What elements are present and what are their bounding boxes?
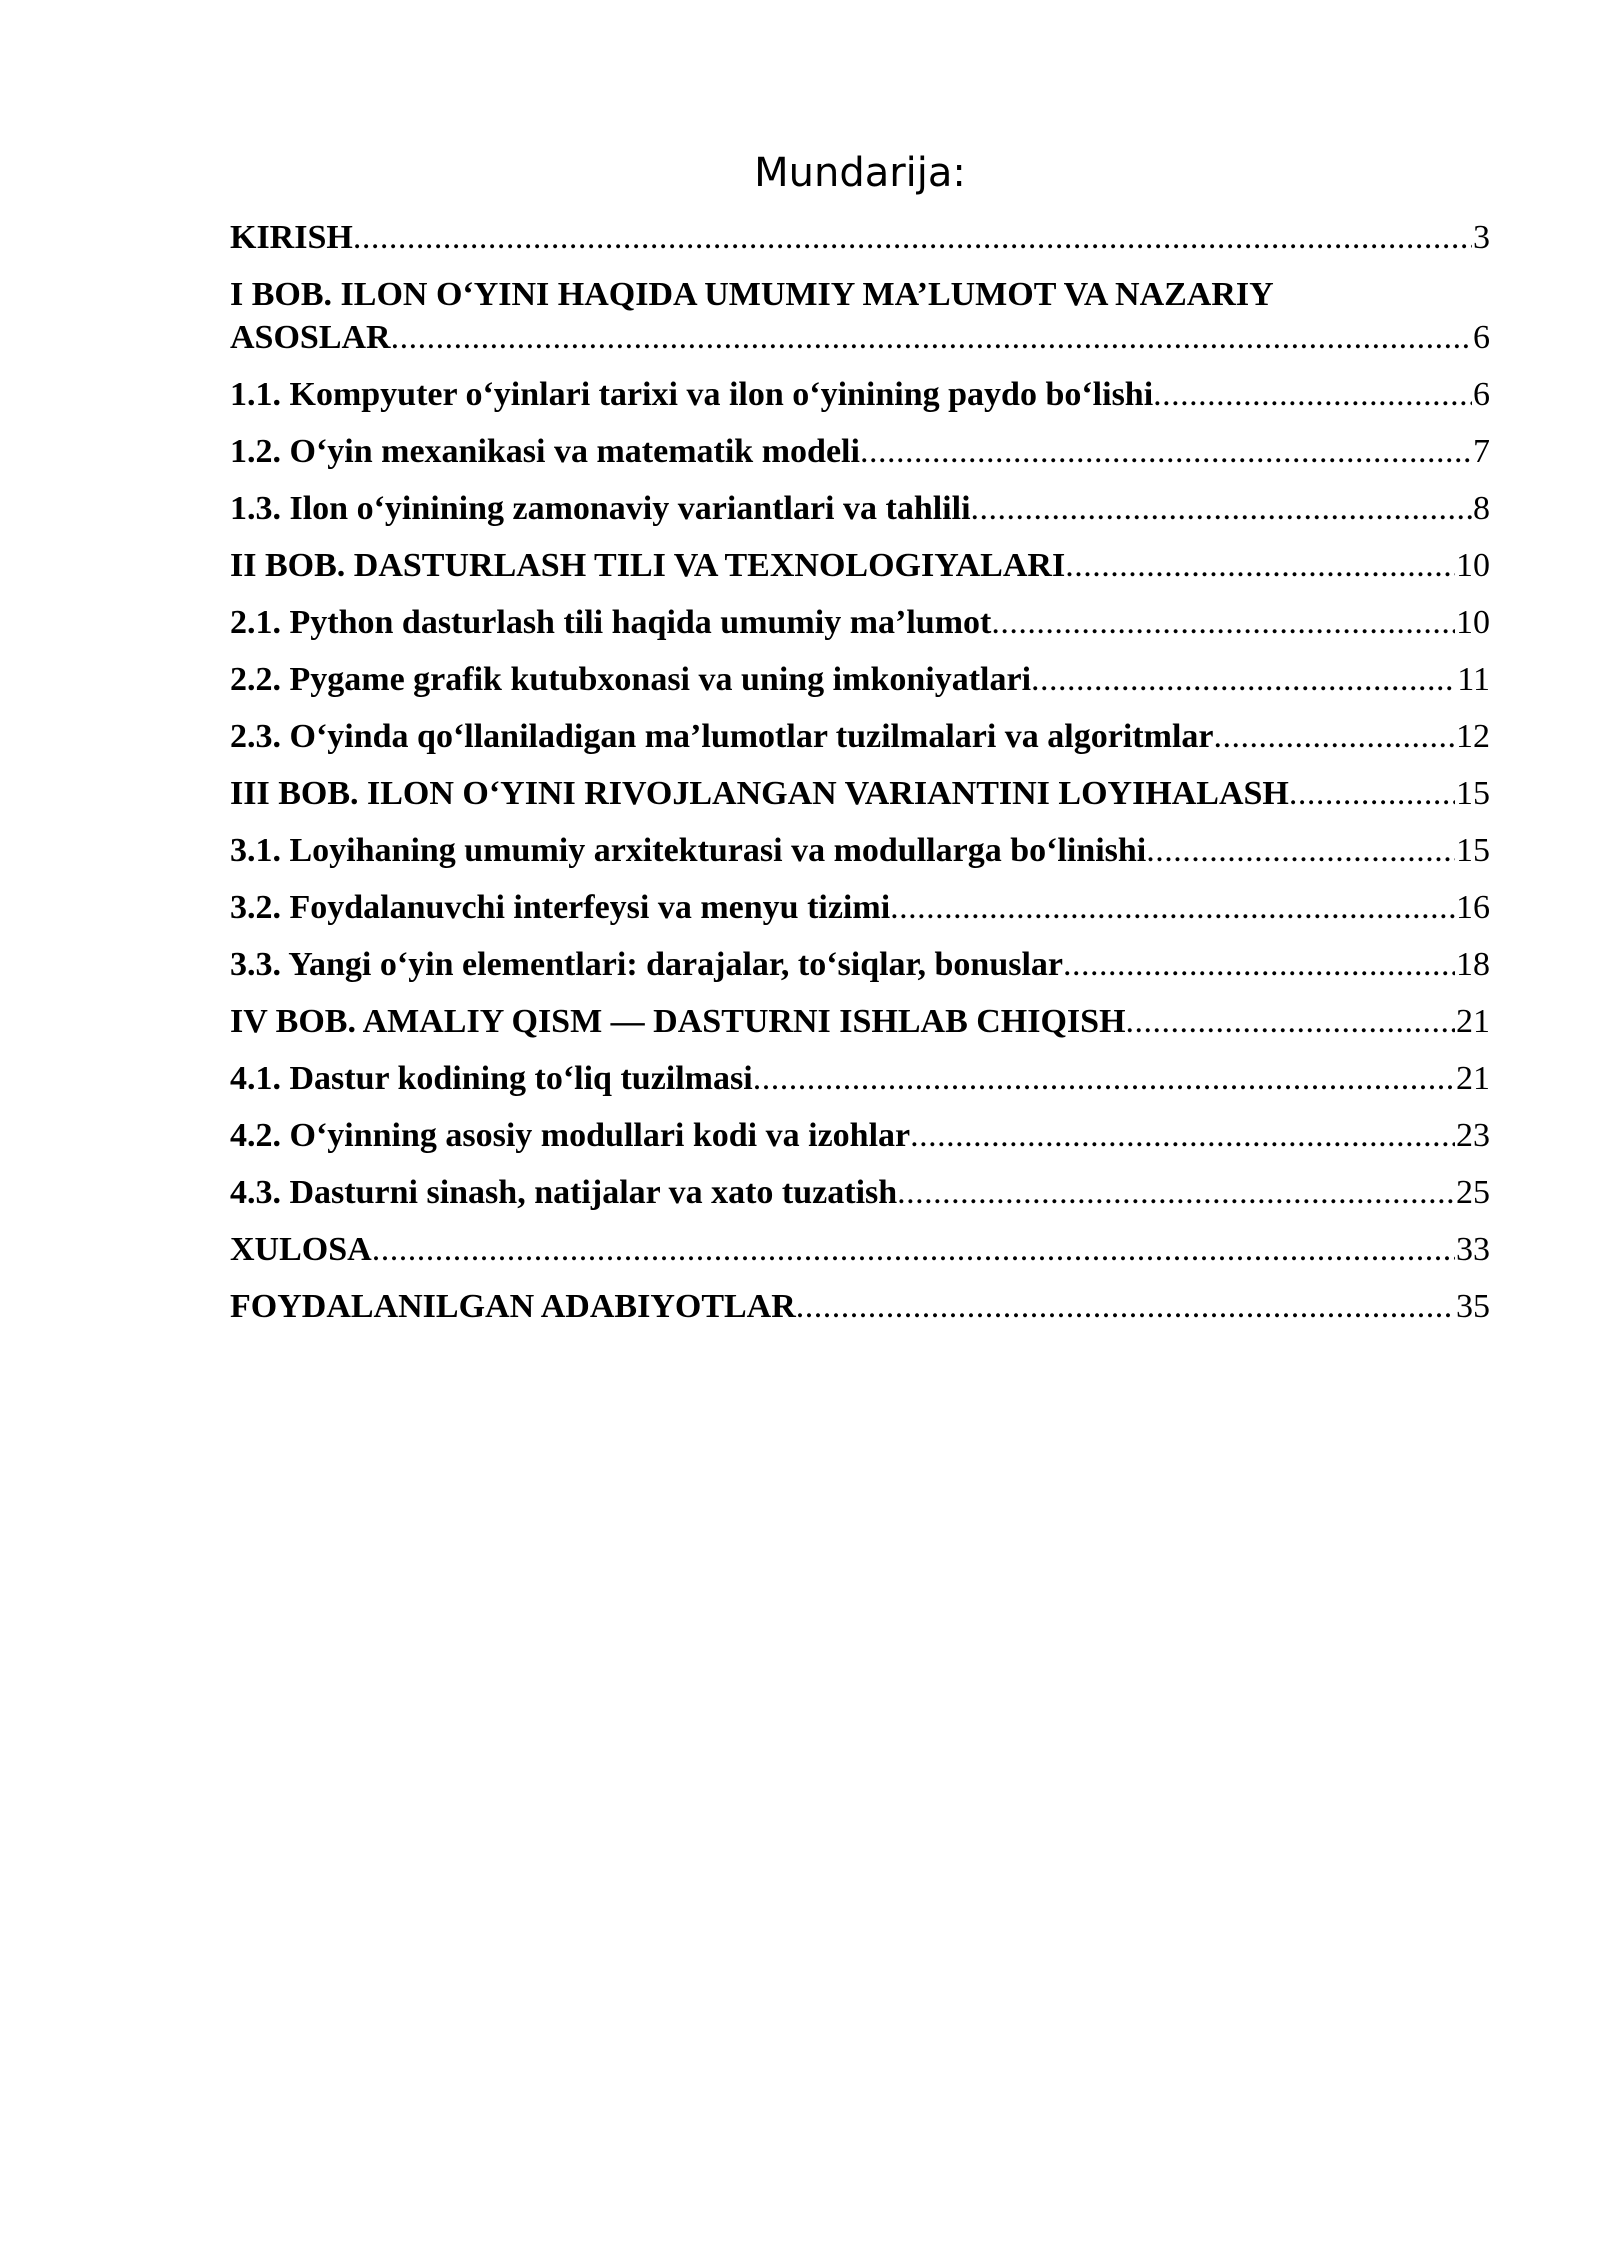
toc-entry-4-3[interactable] <box>230 1171 1490 1228</box>
toc-entry-text: 3.1. Loyihaning umumiy arxitekturasi va modullarga bo‘linishi <box>230 832 1147 869</box>
dot-leader <box>860 430 1472 473</box>
dot-leader <box>753 1057 1455 1100</box>
toc-entry-text: IV BOB. AMALIY QISM — DASTURNI ISHLAB CHIQISH <box>230 1003 1126 1040</box>
toc-entry-chapter-3[interactable] <box>230 772 1490 829</box>
dot-leader <box>1063 943 1455 986</box>
toc-entry-text: 1.1. Kompyuter o‘yinlari tarixi va ilon o‘yinining paydo bo‘lishi <box>230 376 1154 413</box>
toc-entry-xulosa[interactable] <box>230 1228 1490 1285</box>
toc-entry-3-2[interactable] <box>230 886 1490 943</box>
toc-entry-page: 18 <box>1456 946 1490 983</box>
toc-entry-text: FOYDALANILGAN ADABIYOTLAR <box>230 1288 796 1325</box>
toc-entry-page: 11 <box>1457 661 1490 698</box>
toc-entry-page: 6 <box>1473 376 1490 413</box>
toc-entry-2-1[interactable] <box>230 601 1490 658</box>
toc-entry-3-3[interactable] <box>230 943 1490 1000</box>
toc-entry-chapter-2[interactable] <box>230 544 1490 601</box>
toc-entry-text: 3.2. Foydalanuvchi interfeysi va menyu tizimi <box>230 889 891 926</box>
toc-entry-text: ASOSLAR <box>230 319 391 356</box>
dot-leader <box>353 216 1472 259</box>
toc-entry-page: 12 <box>1456 718 1490 755</box>
toc-entry-page: 6 <box>1473 319 1490 356</box>
toc-entry-page: 35 <box>1456 1288 1490 1325</box>
toc-entry-3-1[interactable] <box>230 829 1490 886</box>
toc-entry-page: 10 <box>1456 604 1490 641</box>
toc-entry-page: 25 <box>1456 1174 1490 1211</box>
toc-entry-4-2[interactable] <box>230 1114 1490 1171</box>
toc-entry-text: 4.1. Dastur kodining to‘liq tuzilmasi <box>230 1060 753 1097</box>
dot-leader <box>796 1285 1455 1328</box>
dot-leader <box>1146 829 1455 872</box>
toc-entry-line2 <box>230 316 1490 373</box>
toc-entry-text: 2.3. O‘yinda qo‘llaniladigan ma’lumotlar tuzilmalari va algoritmlar <box>230 718 1214 755</box>
toc-title-text: Mundarija: <box>754 150 966 196</box>
dot-leader <box>391 316 1472 359</box>
toc-entry-references[interactable] <box>230 1285 1490 1342</box>
toc-entry-chapter-1[interactable] <box>230 273 1490 373</box>
dot-leader <box>372 1228 1455 1271</box>
dot-leader <box>991 601 1455 644</box>
dot-leader <box>1213 715 1455 758</box>
toc-entry-page: 15 <box>1456 775 1490 812</box>
toc-entry-page: 15 <box>1456 832 1490 869</box>
toc-entry-text: III BOB. ILON O‘YINI RIVOJLANGAN VARIANTINI LOYIHALASH <box>230 775 1289 812</box>
toc-entry-text: 2.2. Pygame grafik kutubxonasi va uning imkoniyatlari <box>230 661 1032 698</box>
toc-entry-page: 7 <box>1473 433 1490 470</box>
dot-leader <box>1126 1000 1455 1043</box>
toc-entry-2-3[interactable] <box>230 715 1490 772</box>
dot-leader <box>1289 772 1455 815</box>
toc-entry-chapter-4[interactable] <box>230 1000 1490 1057</box>
dot-leader <box>890 886 1455 929</box>
toc-entry-page: 33 <box>1456 1231 1490 1268</box>
toc-entry-text: 3.3. Yangi o‘yin elementlari: darajalar, to‘siqlar, bonuslar <box>230 946 1064 983</box>
toc-title <box>0 150 1600 196</box>
toc-entry-text-line1: I BOB. ILON O‘YINI HAQIDA UMUMIY MA’LUMOT VA NAZARIY <box>230 276 1274 313</box>
toc-entry-1-1[interactable] <box>230 373 1490 430</box>
dot-leader <box>971 487 1472 530</box>
dot-leader <box>897 1171 1455 1214</box>
toc-entry-text: 2.1. Python dasturlash tili haqida umumiy ma’lumot <box>230 604 992 641</box>
toc-entry-text: 4.2. O‘yinning asosiy modullari kodi va izohlar <box>230 1117 911 1154</box>
toc-entry-1-3[interactable] <box>230 487 1490 544</box>
toc-entry-4-1[interactable] <box>230 1057 1490 1114</box>
toc-entry-page: 23 <box>1456 1117 1490 1154</box>
toc-entry-page: 16 <box>1456 889 1490 926</box>
toc-entry-kirish[interactable] <box>230 216 1490 273</box>
toc-entry-text: 1.2. O‘yin mexanikasi va matematik modeli <box>230 433 860 470</box>
dot-leader <box>1065 544 1455 587</box>
toc-entry-1-2[interactable] <box>230 430 1490 487</box>
toc-entry-text: XULOSA <box>230 1231 372 1268</box>
dot-leader <box>1031 658 1456 701</box>
toc-entry-page: 3 <box>1473 219 1490 256</box>
toc-entry-page: 10 <box>1456 547 1490 584</box>
dot-leader <box>910 1114 1455 1157</box>
toc-entry-page: 21 <box>1456 1003 1490 1040</box>
toc-entry-text: KIRISH <box>230 219 353 256</box>
toc-entry-page: 8 <box>1473 490 1490 527</box>
toc-entry-text: 1.3. Ilon o‘yinining zamonaviy variantlari va tahlili <box>230 490 971 527</box>
toc-entry-text: 4.3. Dasturni sinash, natijalar va xato tuzatish <box>230 1174 898 1211</box>
toc-entry-page: 21 <box>1456 1060 1490 1097</box>
toc-entry-2-2[interactable] <box>230 658 1490 715</box>
toc-list <box>230 216 1490 1342</box>
dot-leader <box>1153 373 1472 416</box>
toc-entry-text: II BOB. DASTURLASH TILI VA TEXNOLOGIYALARI <box>230 547 1066 584</box>
